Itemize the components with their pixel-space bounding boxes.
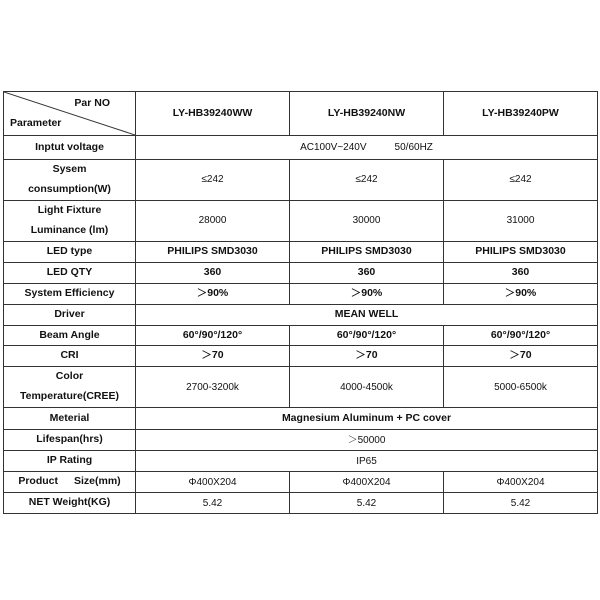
table-row <box>4 408 598 430</box>
cell-value: ＞90% <box>290 283 444 304</box>
cell-value: ＞70 <box>136 346 290 367</box>
frequency: 50/60HZ <box>394 142 433 153</box>
row-label: LED type <box>4 241 136 262</box>
header-row <box>4 92 598 136</box>
label-line: Light Fixture <box>37 203 102 216</box>
table-row <box>4 283 598 304</box>
row-label <box>4 367 136 408</box>
table-row <box>4 430 598 451</box>
cell-value: Φ400X204 <box>444 472 598 493</box>
cell-value: 5.42 <box>444 493 598 514</box>
cell-value: 2700-3200k <box>136 367 290 408</box>
cell-value: 30000 <box>290 200 444 241</box>
cell-value: ＞90% <box>136 283 290 304</box>
model-header-1: LY-HB39240WW <box>136 92 290 136</box>
row-label <box>4 200 136 241</box>
label-part: Size(mm) <box>73 475 121 488</box>
row-label: Beam Angle <box>4 325 136 346</box>
ip-rating-value: IP65 <box>136 451 598 472</box>
cell-value: 60°/90°/120° <box>136 325 290 346</box>
row-label: CRI <box>4 346 136 367</box>
table-row <box>4 304 598 325</box>
cell-value: Φ400X204 <box>290 472 444 493</box>
row-label: IP Rating <box>4 451 136 472</box>
row-label: NET Weight(KG) <box>4 493 136 514</box>
table-row <box>4 200 598 241</box>
table-row <box>4 262 598 283</box>
spec-table <box>3 91 598 514</box>
cell-value: PHILIPS SMD3030 <box>136 241 290 262</box>
voltage-range: AC100V~240V <box>300 142 367 153</box>
cell-value: ≤242 <box>136 160 290 201</box>
cell-value: PHILIPS SMD3030 <box>290 241 444 262</box>
cell-value: ＞90% <box>444 283 598 304</box>
cell-value: Φ400X204 <box>136 472 290 493</box>
table-row <box>4 493 598 514</box>
row-label: System Efficiency <box>4 283 136 304</box>
cell-value: ≤242 <box>444 160 598 201</box>
cell-value: 360 <box>444 262 598 283</box>
row-label: Meterial <box>4 408 136 430</box>
label-part: Product <box>18 475 58 488</box>
row-label: LED QTY <box>4 262 136 283</box>
label-line: Sysem <box>52 163 87 175</box>
cell-value: 360 <box>290 262 444 283</box>
row-label <box>4 160 136 201</box>
cell-value: 60°/90°/120° <box>444 325 598 346</box>
label-line: Luminance (lm) <box>30 223 109 236</box>
cell-value: ＞70 <box>444 346 598 367</box>
cell-value: 5.42 <box>136 493 290 514</box>
label-line: Color <box>55 370 84 383</box>
table-row <box>4 367 598 408</box>
table-row <box>4 325 598 346</box>
cell-value: 5000-6500k <box>444 367 598 408</box>
row-label: Lifespan(hrs) <box>4 430 136 451</box>
table-row <box>4 451 598 472</box>
corner-cell <box>4 92 136 136</box>
cell-value: 5.42 <box>290 493 444 514</box>
table-row <box>4 241 598 262</box>
row-label <box>4 472 136 493</box>
input-voltage-value <box>136 136 598 160</box>
corner-top-label: Par NO <box>74 97 110 109</box>
row-label: Driver <box>4 304 136 325</box>
model-header-2: LY-HB39240NW <box>290 92 444 136</box>
cell-value: 31000 <box>444 200 598 241</box>
label-line: Temperature(CREE) <box>20 390 119 403</box>
corner-bottom-label: Parameter <box>10 117 62 130</box>
cell-value: ≤242 <box>290 160 444 201</box>
cell-value: 60°/90°/120° <box>290 325 444 346</box>
driver-value: MEAN WELL <box>136 304 598 325</box>
lifespan-value: ＞50000 <box>136 430 598 451</box>
cell-value: 360 <box>136 262 290 283</box>
row-label: Inptut voltage <box>4 136 136 160</box>
label-line: consumption(W) <box>28 182 111 195</box>
table-row <box>4 160 598 201</box>
model-header-3: LY-HB39240PW <box>444 92 598 136</box>
table-row <box>4 472 598 493</box>
cell-value: 4000-4500k <box>290 367 444 408</box>
cell-value: ＞70 <box>290 346 444 367</box>
table-row <box>4 346 598 367</box>
cell-value: 28000 <box>136 200 290 241</box>
table-row <box>4 136 598 160</box>
material-value: Magnesium Aluminum + PC cover <box>136 408 598 430</box>
cell-value: PHILIPS SMD3030 <box>444 241 598 262</box>
